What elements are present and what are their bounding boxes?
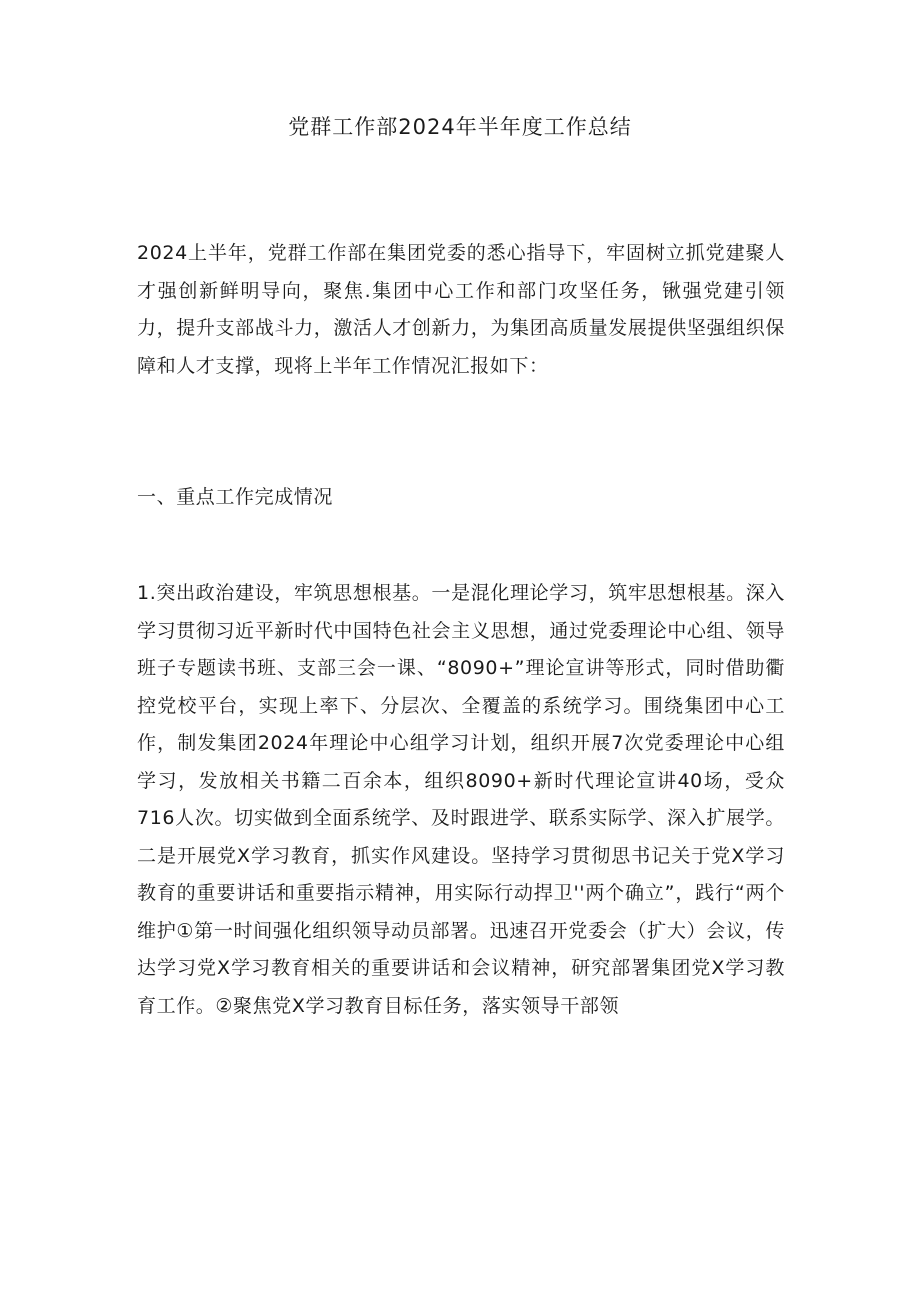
intro-paragraph	[137, 235, 785, 385]
section-heading	[137, 479, 785, 517]
section-1-paragraph	[137, 575, 785, 1025]
section-heading-text: 一、重点工作完成情况	[137, 486, 334, 508]
section-1-text: 1.突出政治建设，牢筑思想根基。一是混化理论学习，筑牢思想根基。深入学习贯彻习近平新时代中国特色社会主义思想，通过党委理论中心组、领导班子专题读书班、支部三会一课、“8090+”理论宣讲等形式，同时借助衢控党校平台，实现上率下、分层次、全覆盖的系统学习。围绕集团中心工作，制发集团2024年理论中心组学习计划，组织开展7次党委理论中心组学习，发放相关书籍二百余本，组织8090+新时代理论宣讲40场，受众716人次。切实做到全面系统学、及时跟进学、联系实际学、深入扩展学。二是开展党X学习教育，抓实作风建设。坚持学习贯彻思书记关于党X学习教育的重要讲话和重要指示精神，用实际行动捍卫''两个确立”，践行“两个维护①第一时间强化组织领导动员部署。迅速召开党委会（扩大）会议，传达学习党X学习教育相关的重要讲话和会议精神，研究部署集团党X学习教育工作。②聚焦党X学习教育目标任务，落实领导干部领	[137, 582, 785, 1017]
document-title: 党群工作部2024年半年度工作总结	[288, 115, 632, 139]
intro-text: 2024上半年，党群工作部在集团党委的悉心指导下，牢固树立抓党建聚人才强创新鲜明导向，聚焦.集团中心工作和部门攻坚任务，锹强党建引领力，提升支部战斗力，激活人才创新力，为集团高质量发展提供坚强组织保障和人才支撑，现将上半年工作情况汇报如下：	[137, 242, 785, 377]
